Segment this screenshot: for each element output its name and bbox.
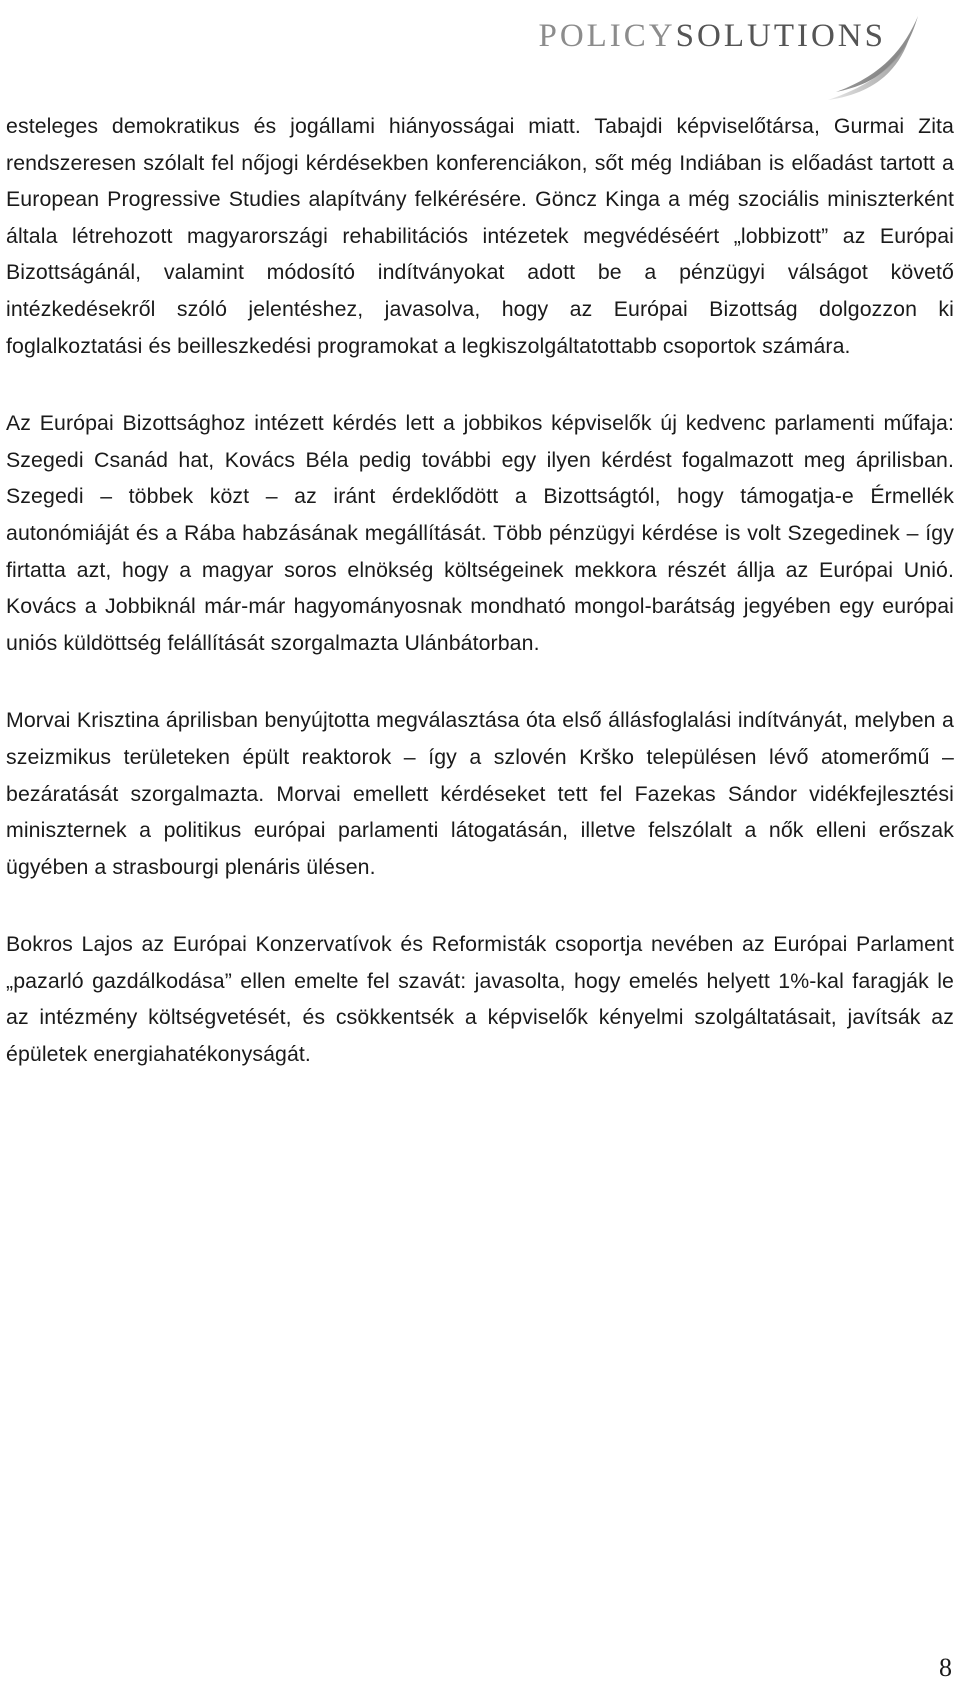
paragraph: Az Európai Bizottsághoz intézett kérdés lett a jobbikos képviselők új kedvenc parlamenti műfaja: Szegedi Csanád hat, Kovács Béla pedig további egy ilyen kérdést fogalmazott meg áprilisban. Szegedi – többek közt – az iránt érdeklődött a Bizottságtól, hogy támogatja-e Érmellék autonómiáját és a Rába habzásának megállítását. Több pénzügyi kérdése is volt Szegedinek – így firtatta azt, hogy a magyar soros elnökség költségeinek mekkora részét állja az Európai Unió. Kovács a Jobbiknál már-már hagyományosnak mondható mongol-barátság jegyében egy európai uniós küldöttség felállítását szorgalmazta Ulánbátorban. [6, 411, 954, 655]
logo-text-solutions: SOLUTIONS [675, 18, 886, 54]
paragraph: Morvai Krisztina áprilisban benyújtotta megválasztása óta első állásfoglalási indítványát, melyben a szeizmikus területeken épült reaktorok – így a szlovén Krško településen lévő atomerőmű – bezáratását szorgalmazta. Morvai emellett kérdéseket tett fel Fazekas Sándor vidékfejlesztési miniszternek a politikus európai parlamenti látogatásán, illetve felszólalt a nők elleni erőszak ügyében a strasbourgi plenáris ülésen. [6, 708, 954, 879]
logo-swoosh-icon [806, 14, 926, 104]
page-number: 8 [939, 1653, 952, 1682]
header [526, 14, 926, 104]
paragraph: esteleges demokratikus és jogállami hiányosságai miatt. Tabajdi képviselőtársa, Gurmai Zita rendszeresen szólalt fel nőjogi kérdésekben konferenciákon, sőt még Indiában is előadást tartott a European Progressive Studies alapítvány felkérésére. Göncz Kinga a még szociális miniszterként általa létrehozott magyarországi rehabilitációs intézetek megvédéséért „lobbizott” az Európai Bizottságánál, valamint módosító indítványokat adott be a pénzügyi válságot követő intézkedésekről szóló jelentéshez, javasolva, hogy az Európai Bizottság dolgozzon ki foglalkoztatási és beilleszkedési programokat a legkiszolgáltatottabb csoportok számára. [6, 114, 954, 358]
document-body [6, 108, 954, 1114]
paragraph: Bokros Lajos az Európai Konzervatívok és Reformisták csoportja nevében az Európai Parlament „pazarló gazdálkodása” ellen emelte fel szavát: javasolta, hogy emelés helyett 1%-kal faragják le az intézmény költségvetését, és csökkentsék a képviselők kényelmi szolgáltatásait, javítsák az épületek energiahatékonyságát. [6, 932, 954, 1067]
logo-text-policy: POLICY [538, 18, 676, 54]
